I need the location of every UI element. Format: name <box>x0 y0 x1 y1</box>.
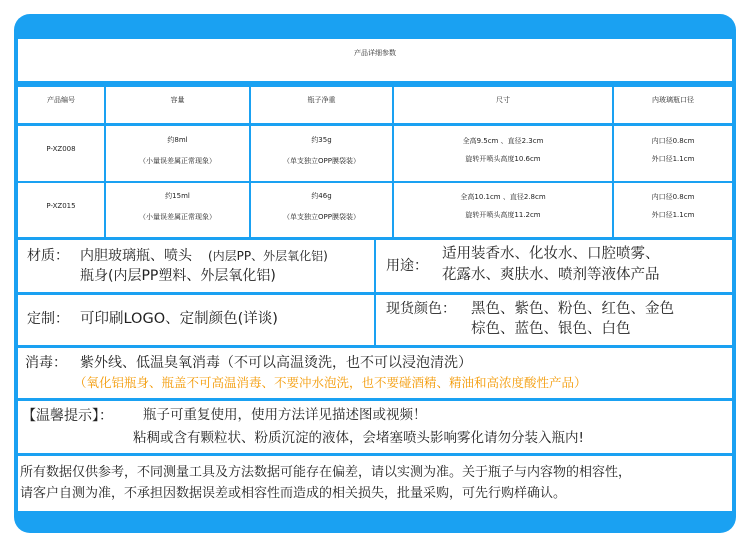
tips-line2: 粘稠或含有颗粒状、粉质沉淀的液体，会堵塞喷头影响雾化请勿分装入瓶内! <box>133 430 584 446</box>
colors-box <box>376 295 732 345</box>
material-line1-note: (内层PP、外层氧化铝) <box>208 249 328 263</box>
material-box <box>18 240 374 292</box>
header-code: 产品编号 <box>47 96 75 104</box>
row1-size-cell <box>394 126 612 181</box>
usage-line1: 适用装香水、化妆水、口腔喷雾、 <box>442 246 660 262</box>
header-capacity: 容量 <box>170 96 185 104</box>
usage-label: 用途： <box>386 258 428 274</box>
material-label: 材质： <box>27 248 69 264</box>
row1-weight: 约35g <box>311 136 332 144</box>
row2-mouth-cell <box>614 183 732 237</box>
header-weight: 瓶子净重 <box>307 96 336 104</box>
row1-mouth-cell <box>614 126 732 181</box>
colors-line1: 黑色、紫色、粉色、红色、金色 <box>471 301 674 317</box>
usage-box <box>376 240 732 292</box>
table-header-weight <box>251 87 392 123</box>
row1-code-cell <box>18 126 104 181</box>
table-header-capacity <box>106 87 249 123</box>
colors-label: 现货颜色： <box>386 301 456 317</box>
colors-line2: 棕色、蓝色、银色、白色 <box>471 321 631 337</box>
title-bar <box>18 39 732 81</box>
row1-mouth-line2: 外口径1.1cm <box>651 155 695 163</box>
row2-size-line2: 旋转开喷头高度11.2cm <box>465 211 541 219</box>
disclaimer-box <box>18 456 732 511</box>
row2-size-cell <box>394 183 612 237</box>
row2-weight: 约46g <box>311 192 332 200</box>
row2-mouth-line1: 内口径0.8cm <box>651 193 695 201</box>
custom-label: 定制： <box>27 311 69 327</box>
row1-capacity: 约8ml <box>167 136 188 144</box>
disclaimer-line1: 所有数据仅供参考，不同测量工具及方法数据可能存在偏差，请以实测为准。关于瓶子与内容物的相容性， <box>20 465 632 480</box>
row2-weight-note: （单支独立OPP膜袋装） <box>283 213 360 221</box>
row2-code-cell <box>18 183 104 237</box>
row1-size-line2: 旋转开喷头高度10.6cm <box>465 155 541 163</box>
row1-mouth-line1: 内口径0.8cm <box>651 137 695 145</box>
material-line1: 内胆玻璃瓶、喷头 <box>80 248 192 264</box>
page-title: 产品详细参数 <box>354 49 396 57</box>
tips-label: 【温馨提示】： <box>22 408 113 424</box>
row1-size-line1: 全高9.5cm 、直径2.3cm <box>462 137 544 145</box>
table-header-size <box>394 87 612 123</box>
row2-code: P-XZ015 <box>46 202 76 210</box>
disinfect-warning: （氧化铝瓶身、瓶盖不可高温消毒、不要冲水泡洗，也不要碰酒精、精油和高浓度酸性产品） <box>74 375 587 390</box>
disinfect-text: 紫外线、低温臭氧消毒（不可以高温烫洗，也不可以浸泡清洗） <box>80 355 472 371</box>
disinfect-box <box>18 348 732 398</box>
row1-weight-note: （单支独立OPP膜袋装） <box>283 157 360 165</box>
row1-weight-cell <box>251 126 392 181</box>
row2-capacity: 约15ml <box>165 192 190 200</box>
table-header-code <box>18 87 104 123</box>
header-size: 尺寸 <box>496 96 510 104</box>
row1-code: P-XZ008 <box>46 145 76 153</box>
row2-capacity-note: （小量误差属正常现象） <box>139 213 216 221</box>
custom-box <box>18 295 374 345</box>
material-line2: 瓶身(内层PP塑料、外层氧化铝) <box>80 268 276 284</box>
row2-capacity-cell <box>106 183 249 237</box>
row1-capacity-note: （小量误差属正常现象） <box>139 157 216 165</box>
disclaimer-line2: 请客户自测为准，不承担因数据误差或相容性而造成的相关损失，批量采购，可先行购样确认。 <box>20 486 567 501</box>
header-mouth: 内玻璃瓶口径 <box>652 96 694 104</box>
table-header-mouth <box>614 87 732 123</box>
usage-line2: 花露水、爽肤水、喷剂等液体产品 <box>442 267 660 283</box>
row1-capacity-cell <box>106 126 249 181</box>
row2-weight-cell <box>251 183 392 237</box>
disinfect-label: 消毒： <box>25 355 67 371</box>
row2-mouth-line2: 外口径1.1cm <box>651 211 695 219</box>
tips-line1: 瓶子可重复使用，使用方法详见描述图或视频！ <box>143 407 427 423</box>
row2-size-line1: 全高10.1cm 、直径2.8cm <box>460 193 546 201</box>
tips-box <box>18 401 732 453</box>
custom-text: 可印刷LOGO、定制颜色(详谈) <box>80 311 278 327</box>
